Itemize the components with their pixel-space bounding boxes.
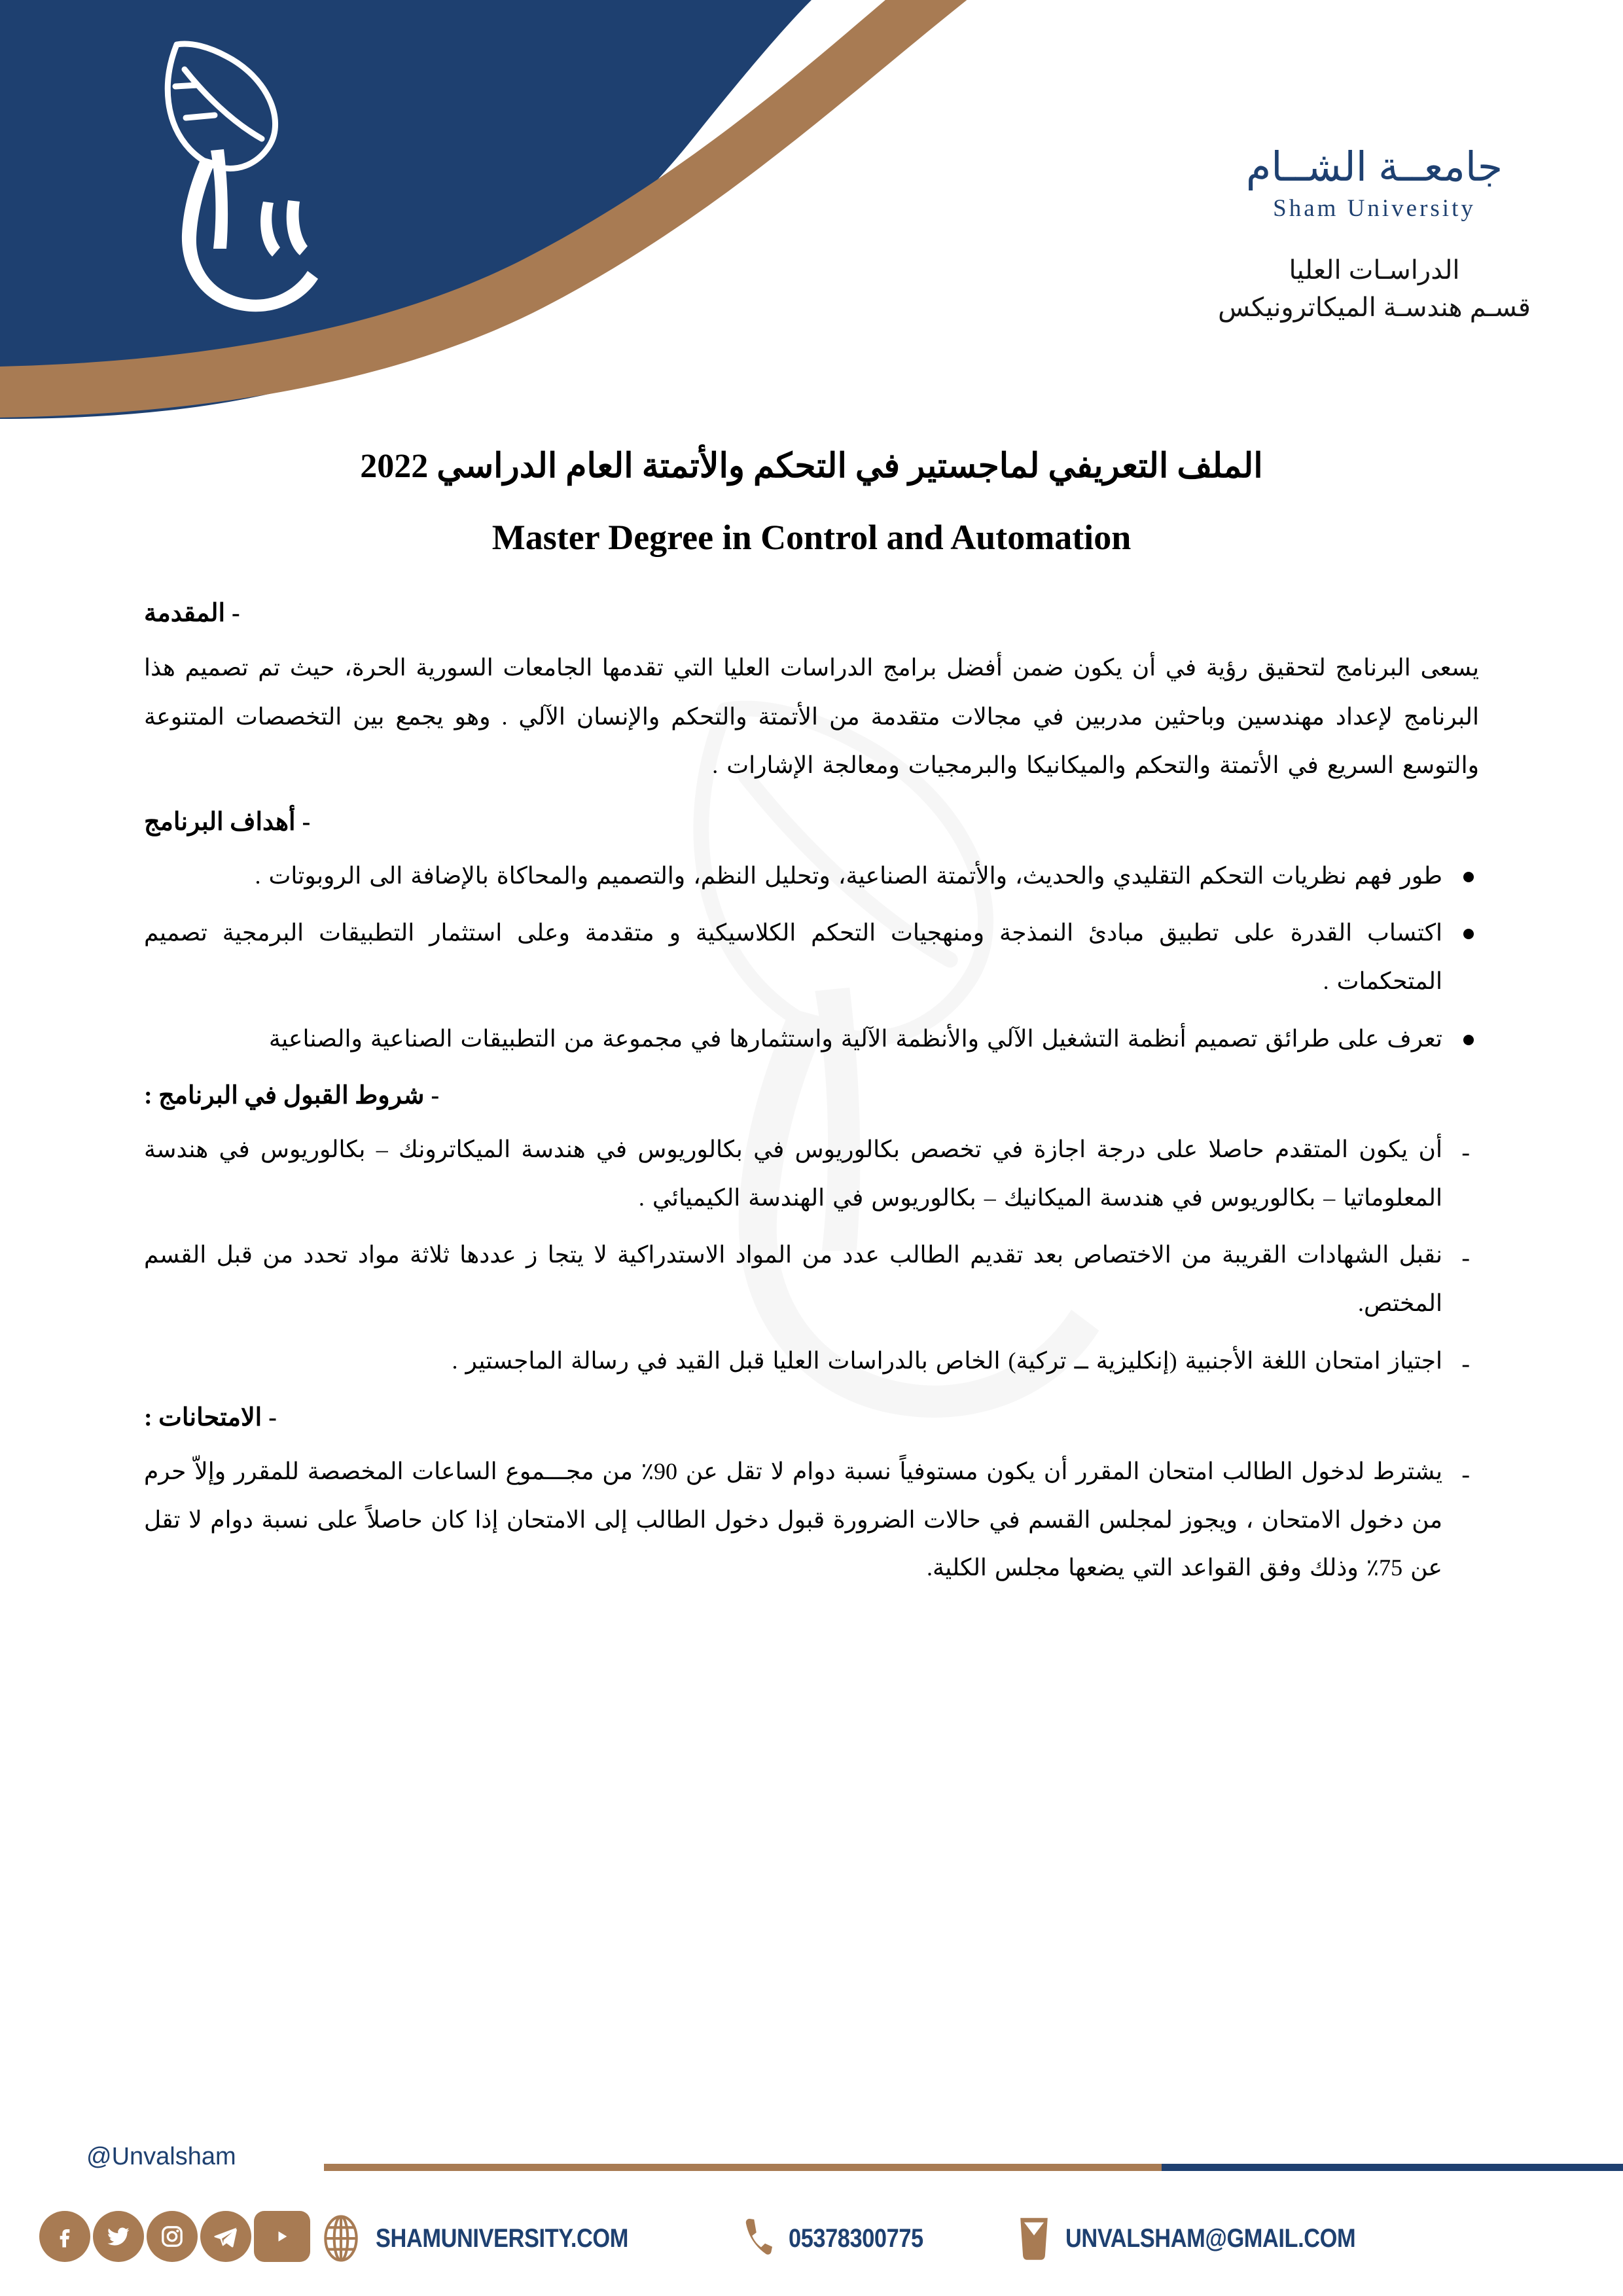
page-header bbox=[0, 0, 1623, 419]
list-item: - أن يكون المتقدم حاصلا على درجة اجازة في تخصص بكالوريوس في بكالوريوس في هندسة الميكاترونك – بكالوريوس في هندسة المعلوماتيا – بكالوريوس في هندسة الميكانيك – بكالوريوس في الهندسة الكيميائي . bbox=[144, 1126, 1479, 1223]
section-dash-admission: - bbox=[431, 1081, 440, 1109]
website-label: SHAMUNIVERSITY.COM bbox=[376, 2223, 628, 2253]
footer-divider-tan bbox=[324, 2164, 1162, 2171]
list-item: طور فهم نظريات التحكم التقليدي والحديث، والأتمتة الصناعية، وتحليل النظم، والتصميم والمحاكاة بالإضافة الى الروبوتات . bbox=[144, 852, 1479, 901]
sham-logo-icon bbox=[98, 26, 321, 327]
envelope-icon bbox=[1017, 2216, 1051, 2261]
section-heading-objectives bbox=[144, 807, 1479, 836]
list-item: اكتساب القدرة على تطبيق مبادئ النمذجة ومنهجيات التحكم الكلاسيكية و متقدمة وعلى استثمار التطبيقات البرمجية تصميم المتحكمات . bbox=[144, 909, 1479, 1006]
list-item: تعرف على طرائق تصميم أنظمة التشغيل الآلي والأنظمة الآلية واستثمارها في مجموعة من التطبيقات الصناعية والصناعية bbox=[144, 1015, 1479, 1064]
brand-name-arabic: جامعــة الشــام bbox=[1245, 145, 1503, 190]
page-title-english: Master Degree in Control and Automation bbox=[491, 518, 1132, 557]
objectives-list bbox=[144, 852, 1479, 1064]
document-body bbox=[0, 419, 1623, 1602]
section-dash-exams: - bbox=[268, 1403, 277, 1431]
phone-icon bbox=[741, 2217, 774, 2260]
email-item[interactable] bbox=[1017, 2216, 1402, 2261]
telegram-icon[interactable] bbox=[200, 2211, 251, 2262]
section-heading-admission-label: شروط القبول في البرنامج : bbox=[144, 1081, 425, 1109]
footer-divider-navy bbox=[1162, 2164, 1623, 2171]
contact-info bbox=[321, 2215, 1474, 2262]
twitter-icon[interactable] bbox=[93, 2211, 144, 2262]
brand-name-english: Sham University bbox=[1273, 195, 1476, 222]
department-label: قسـم هندسـة الميكاترونيكس bbox=[1218, 293, 1531, 322]
instagram-icon[interactable] bbox=[147, 2211, 198, 2262]
page-footer bbox=[0, 2132, 1623, 2296]
email-label: UNVALSHAM@GMAIL.COM bbox=[1065, 2223, 1356, 2253]
section-heading-exams-label: الامتحانات : bbox=[144, 1403, 262, 1431]
section-heading-introduction bbox=[144, 598, 1479, 628]
list-item: - نقبل الشهادات القريبة من الاختصاص بعد تقديم الطالب عدد من المواد الاستدراكية لا يتجا ز عددها ثلاثة مواد تحدد من قبل القسم المختص. bbox=[144, 1231, 1479, 1328]
section-heading-introduction-label: المقدمة bbox=[144, 600, 226, 627]
admission-requirements-list bbox=[144, 1126, 1479, 1386]
website-item[interactable] bbox=[321, 2215, 669, 2262]
youtube-icon[interactable] bbox=[254, 2211, 310, 2262]
section-heading-exams bbox=[144, 1403, 1479, 1432]
globe-icon bbox=[321, 2215, 361, 2262]
brand-lockup bbox=[1165, 147, 1584, 223]
department-lockup bbox=[1165, 252, 1584, 327]
section-heading-objectives-label: أهداف البرنامج bbox=[144, 808, 296, 836]
facebook-icon[interactable] bbox=[39, 2211, 90, 2262]
exams-list bbox=[144, 1448, 1479, 1592]
social-links bbox=[39, 2211, 313, 2262]
graduate-studies-label: الدراسـات العليا bbox=[1289, 256, 1460, 285]
phone-item[interactable] bbox=[741, 2217, 945, 2260]
phone-label: 05378300775 bbox=[788, 2223, 923, 2253]
list-item: - يشترط لدخول الطالب امتحان المقرر أن يكون مستوفياً نسبة دوام لا تقل عن 90٪ من مجـــموع الساعات المخصصة للمقرر وإلاّ حرم من دخول الامتحان ، ويجوز لمجلس القسم في حالات الضرورة قبول دخول الطالب إلى الامتحان إذا كان حاصلاً على نسبة دوام لا تقل عن 75٪ وذلك وفق القواعد التي يضعها مجلس الكلية. bbox=[144, 1448, 1479, 1592]
page-title-arabic: الملف التعريفي لماجستير في التحكم والأتمتة العام الدراسي 2022 bbox=[360, 448, 1263, 485]
social-handle: @Unvalsham bbox=[86, 2143, 236, 2170]
section-dash-introduction: - bbox=[232, 600, 240, 627]
introduction-paragraph: يسعى البرنامج لتحقيق رؤية في أن يكون ضمن أفضل برامج الدراسات العليا التي تقدمها الجامعات السورية الحرة، حيث تم تصميم هذا البرنامج لإعداد مهندسين وباحثين مدربين في مجالات متقدمة من الأتمتة والتحكم والإنسان الآلي . وهو يجمع بين التخصصات المتنوعة والتوسع السريع في الأتمتة والتحكم والميكانيكا والبرمجيات ومعالجة الإشارات . bbox=[144, 655, 1479, 779]
section-dash-objectives: - bbox=[302, 808, 311, 836]
list-item: - اجتياز امتحان اللغة الأجنبية (إنكليزية ــ تركية) الخاص بالدراسات العليا قبل القيد في رسالة الماجستير . bbox=[144, 1337, 1479, 1386]
section-heading-admission bbox=[144, 1081, 1479, 1110]
